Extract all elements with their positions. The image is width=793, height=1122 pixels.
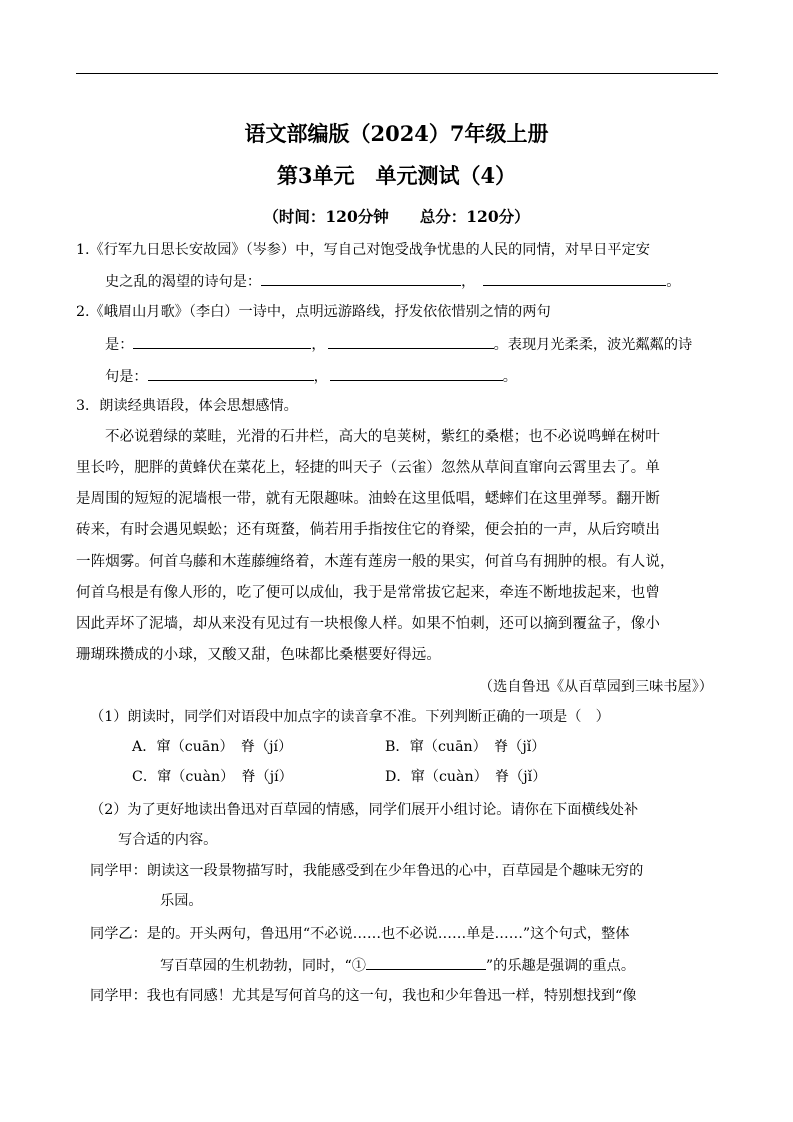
dialogue-b-suffix: ”的乐趣是强调的重点。 [485,958,636,974]
passage-line: 一阵烟雾。何首乌藤和木莲藤缠络着，木莲有莲房一般的果实，何首乌有拥肿的根。有人说， [76,554,675,570]
passage-line: 砖来，有时会遇见蜈蚣；还有斑蝥，倘若用手指按住它的脊梁，便会拍的一声，从后窍喷出 [76,522,660,538]
dialogue-b-line1: 同学乙：是的。开头两句，鲁迅用“不必说……也不必说……单是……”这个句式，整体 [90,926,630,942]
dialogue-a-line1: 同学甲：朗读这一段景物描写时，我能感受到在少年鲁迅的心中，百草园是个趣味无穷的 [90,863,644,879]
q1-prompt: 史之乱的渴望的诗句是： [105,274,262,290]
dialogue-a-line2: 乐园。 [160,893,203,909]
q2-prompt-2: 句是： [105,369,148,385]
dialogue-answer-blank-1[interactable] [366,954,486,970]
passage-line: 因此弄坏了泥墙，却从来没有见过有一块根像人样。如果不怕刺，还可以摘到覆盆子，像小 [76,616,660,632]
document-title: 语文部编版（2024）7年级上册 [244,121,549,146]
option-c[interactable]: C．窜（cuàn） 脊（jí） [132,769,293,785]
passage-line: 里长吟，肥胖的黄蜂伏在菜花上，轻捷的叫天子（云雀）忽然从草间直窜向云霄里去了。单 [76,460,660,476]
q2-answer-blank-1[interactable] [133,333,311,349]
q3-intro: 3．朗读经典语段，体会思想感情。 [76,398,298,414]
document-subtitle: 第3单元 单元测试（4） [276,163,517,188]
q3-sub2-stem-line1: （2）为了更好地读出鲁迅对百草园的情感，同学们展开小组讨论。请你在下面横线处补 [90,802,639,818]
option-d[interactable]: D．窜（cuàn） 脊（jǐ） [385,769,547,785]
option-a[interactable]: A．窜（cuān） 脊（jí） [132,739,293,755]
header-rule [76,73,718,74]
passage-line: 是周围的短短的泥墙根一带，就有无限趣味。油蛉在这里低唱，蟋蟀们在这里弹琴。翻开断 [76,491,660,507]
q1-separator: ， [461,274,476,290]
option-b[interactable]: B．窜（cuān） 脊（jǐ） [385,739,546,755]
q1-line1: 1.《行军九日思长安故园》（岑参）中，写自己对饱受战争忧患的人民的同情，对早日平定安 [76,242,650,258]
q1-line2 [105,270,680,292]
passage-source: （选自鲁迅《从百草园到三味书屋》） [478,679,713,695]
dialogue-c-line1: 同学甲：我也有同感！尤其是写何首乌的这一句，我也和少年鲁迅一样，特别想找到“像 [90,988,637,1004]
q2-separator-1: ， [311,337,326,353]
q3-sub2-stem-line2: 写合适的内容。 [118,832,218,848]
q2-answer-blank-2[interactable] [328,333,494,349]
time-score-info: （时间：120分钟 总分：120分） [263,207,530,226]
q2-prompt-1: 是： [105,337,134,353]
q1-answer-blank-1[interactable] [261,270,461,286]
q1-answer-blank-2[interactable] [483,270,666,286]
passage-line: 何首乌根是有像人形的，吃了便可以成仙，我于是常常拔它起来，牵连不断地拔起来，也曾 [76,585,660,601]
q2-separator-2: ， [313,369,328,385]
q2-line2 [105,333,692,355]
passage-line: 珊瑚珠攒成的小球，又酸又甜，色味都比桑椹要好得远。 [76,647,441,663]
q2-line3 [105,365,517,387]
dialogue-b-prefix: 写百草园的生机勃勃，同时，“① [160,958,366,974]
q2-end-mark: 。 [502,369,517,385]
q2-line1: 2.《峨眉山月歌》（李白）一诗中，点明远游路线，抒发依依惜别之情的两句 [76,304,551,320]
q3-sub1-stem: （1）朗读时，同学们对语段中加点字的读音拿不准。下列判断正确的一项是（ ） [90,709,610,725]
dialogue-b-line2 [160,954,635,976]
q2-answer-blank-4[interactable] [330,365,503,381]
q2-answer-blank-3[interactable] [148,365,314,381]
q1-end-mark: 。 [666,274,681,290]
passage-line: 不必说碧绿的菜畦，光滑的石井栏，高大的皂荚树，紫红的桑椹；也不必说鸣蝉在树叶 [105,429,660,445]
q2-line2-suffix: 。表现月光柔柔，波光粼粼的诗 [493,337,693,353]
